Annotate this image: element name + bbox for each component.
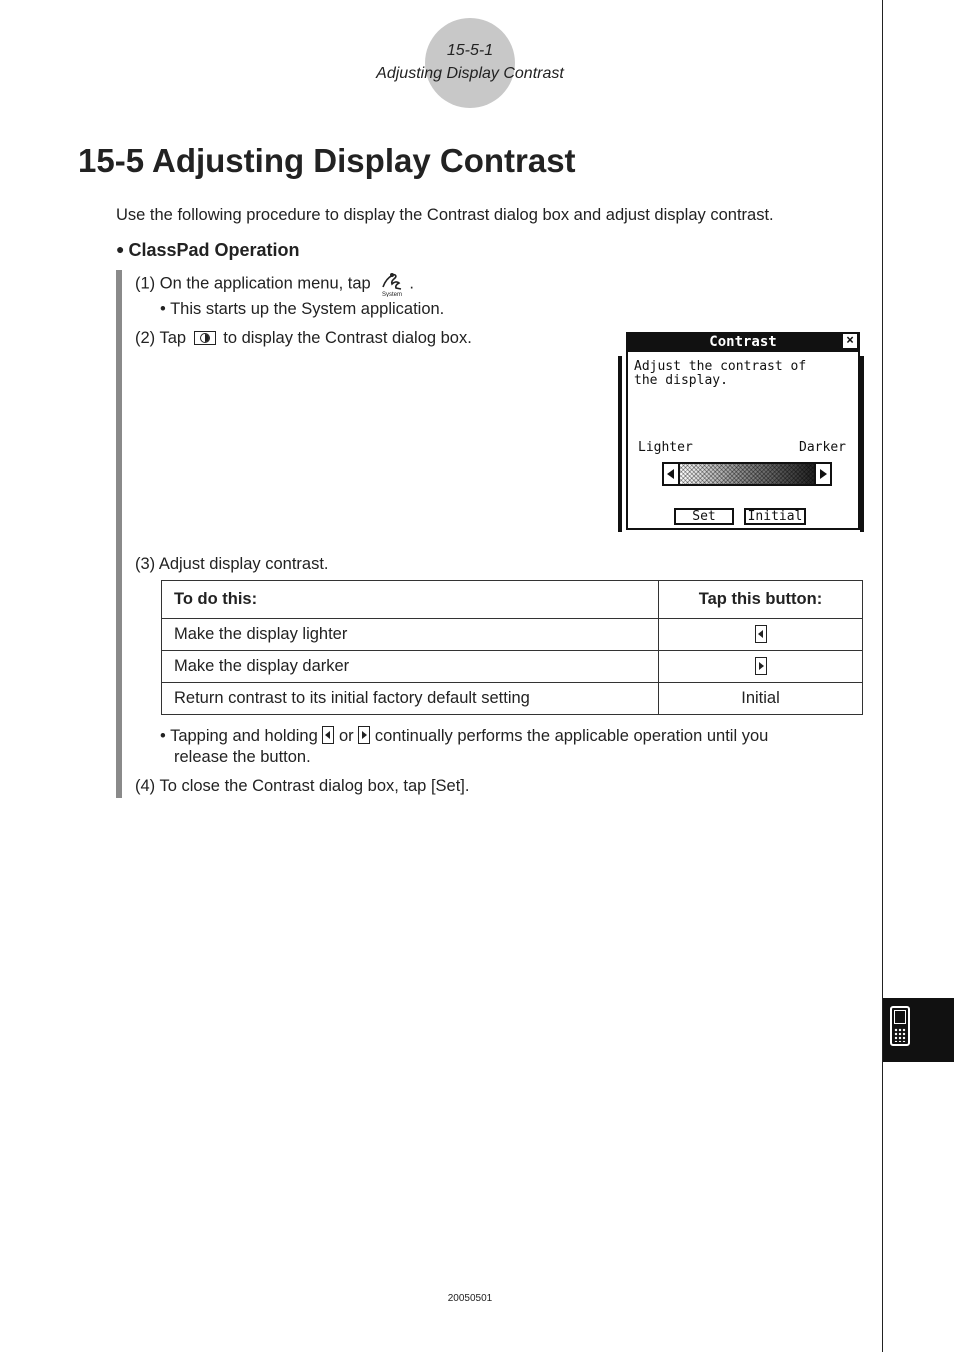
header-section-title: Adjusting Display Contrast xyxy=(376,65,564,82)
operation-heading xyxy=(116,240,300,261)
table-header-action: To do this: xyxy=(162,581,659,619)
note-text-pre: • Tapping and holding xyxy=(160,727,318,745)
page-right-border xyxy=(882,0,883,1352)
step-4: (4) To close the Contrast dialog box, tap [Set]. xyxy=(135,777,470,795)
operations-table xyxy=(161,580,863,715)
table-row xyxy=(162,619,863,651)
table-row xyxy=(162,683,863,715)
table-cell-action: Make the display lighter xyxy=(162,619,659,651)
step-3-note-line2: release the button. xyxy=(174,748,311,766)
step-2 xyxy=(135,329,472,348)
left-arrow-icon xyxy=(322,726,334,744)
contrast-slider xyxy=(662,462,832,486)
operation-heading-label: ClassPad Operation xyxy=(128,240,300,260)
right-arrow-icon xyxy=(358,726,370,744)
table-row xyxy=(162,651,863,683)
step-3: (3) Adjust display contrast. xyxy=(135,555,329,573)
darker-arrow-button[interactable] xyxy=(814,462,832,486)
right-arrow-icon xyxy=(755,657,767,675)
darker-label: Darker xyxy=(799,440,846,455)
contrast-dialog xyxy=(618,332,864,533)
footer-code: 20050501 xyxy=(447,1293,493,1304)
close-icon[interactable]: × xyxy=(843,334,857,348)
dialog-background-edge-left xyxy=(618,356,622,532)
table-cell-action: Return contrast to its initial factory default setting xyxy=(162,683,659,715)
system-app-icon xyxy=(375,271,409,297)
table-cell-button: Initial xyxy=(659,683,863,715)
header-circle xyxy=(425,18,515,108)
chapter-tab xyxy=(883,998,954,1062)
dialog-message: Adjust the contrast of the display. xyxy=(634,359,807,388)
step-2-text-pre: (2) Tap xyxy=(135,329,187,347)
dialog-title: Contrast xyxy=(709,334,777,350)
set-button[interactable]: Set xyxy=(674,508,734,525)
system-icon-label: System xyxy=(382,292,403,297)
contrast-gradient-bar xyxy=(680,462,814,486)
table-cell-button xyxy=(659,651,863,683)
lighter-arrow-button[interactable] xyxy=(662,462,680,486)
table-cell-action: Make the display darker xyxy=(162,651,659,683)
note-text-mid: or xyxy=(338,727,354,745)
dialog-title-bar xyxy=(626,332,860,352)
contrast-icon xyxy=(194,331,216,345)
step-1-text: (1) On the application menu, tap xyxy=(135,274,371,293)
dialog-background-edge-right xyxy=(860,356,864,532)
step-1-note: • This starts up the System application. xyxy=(160,300,445,318)
intro-text: Use the following procedure to display the Contrast dialog box and adjust display contrast. xyxy=(116,206,774,224)
bullet-icon: ● xyxy=(116,241,125,257)
calculator-icon xyxy=(890,1006,910,1046)
dialog-body xyxy=(626,352,860,530)
initial-button[interactable]: Initial xyxy=(744,508,806,525)
table-header-button: Tap this button: xyxy=(659,581,863,619)
chapter-title: 15-5 Adjusting Display Contrast xyxy=(78,142,576,179)
note-text-post: continually performs the applicable operation until you xyxy=(374,727,769,745)
table-header-row xyxy=(162,581,863,619)
header-page-number: 15-5-1 xyxy=(446,42,494,59)
step-3-note xyxy=(160,726,768,746)
procedure-sidebar-bar xyxy=(116,270,122,798)
table-cell-button xyxy=(659,619,863,651)
lighter-label: Lighter xyxy=(638,440,693,455)
left-arrow-icon xyxy=(755,625,767,643)
step-2-text-post: to display the Contrast dialog box. xyxy=(223,329,472,347)
step-1: (1) On the application menu, tap System . xyxy=(135,271,414,297)
